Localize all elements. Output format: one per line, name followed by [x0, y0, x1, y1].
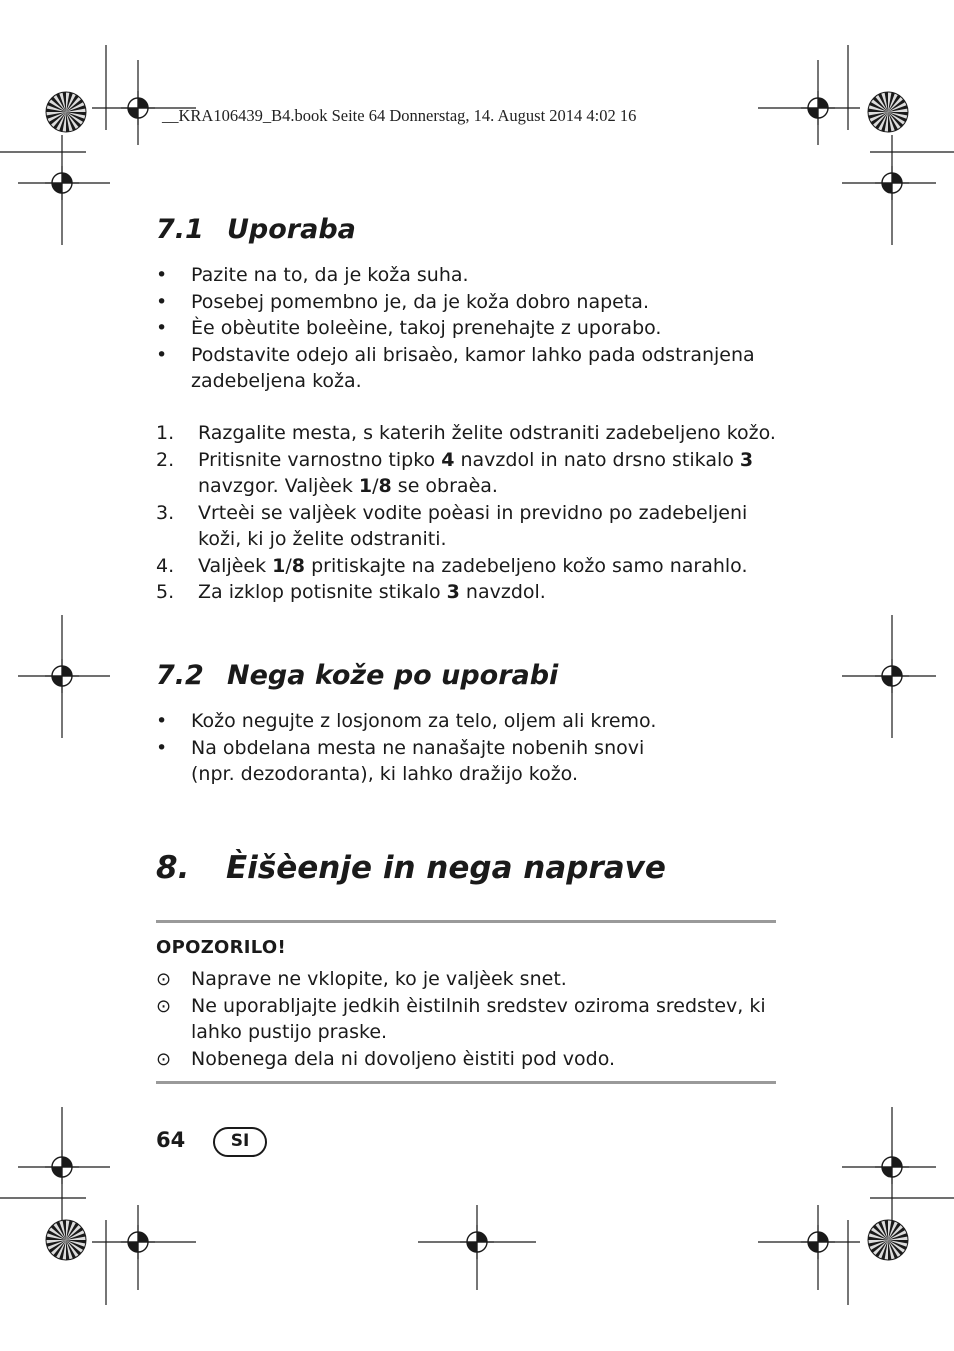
warning-title: OPOZORILO!: [156, 937, 287, 958]
registration-mark-icon: [45, 166, 79, 200]
circled-dot-icon: ⊙: [156, 995, 172, 1017]
circled-dot-icon: ⊙: [156, 1048, 172, 1070]
step-number: 2.: [156, 448, 175, 471]
section-7-1-heading: [156, 214, 356, 245]
registration-mark-icon: [875, 166, 909, 200]
bullet-dot-icon: •: [156, 710, 168, 732]
registration-mark-icon: [875, 1150, 909, 1184]
part-number-ref: 4: [441, 448, 455, 471]
list-item: • Pazite na to, da je koža suha.: [156, 262, 796, 289]
list-item: • Èe obèutite boleèine, takoj prenehajte z uporabo.: [156, 315, 796, 342]
warning-bottom-rule: [156, 1081, 776, 1084]
step-item: [156, 579, 796, 606]
step-number: 3.: [156, 501, 175, 524]
part-number-ref: 8: [378, 475, 392, 497]
warning-top-rule: [156, 920, 776, 923]
usage-steps-list: [156, 420, 796, 606]
part-number-ref: 3: [446, 581, 460, 603]
registration-mark-icon: [875, 659, 909, 693]
color-bar-target-icon: [868, 1220, 908, 1260]
step-text: navzdol.: [459, 581, 546, 603]
step-text: Valjèek: [198, 554, 273, 577]
registration-mark-icon: [801, 1225, 835, 1259]
bullet-dot-icon: •: [156, 317, 168, 339]
list-item: • Posebej pomembno je, da je koža dobro napeta.: [156, 289, 796, 316]
bullet-dot-icon: •: [156, 736, 168, 759]
language-badge: SI: [213, 1127, 267, 1157]
chapter-number: 8.: [156, 850, 190, 886]
list-item: ⊙ Nobenega dela ni dovoljeno èistiti pod vodo.: [156, 1046, 796, 1073]
list-item: ⊙ Naprave ne vklopite, ko je valjèek snet.: [156, 966, 796, 993]
section-number: 7.1: [156, 214, 204, 245]
step-item: [156, 553, 796, 580]
part-number-ref: 1: [272, 554, 286, 577]
step-number: 5.: [156, 581, 175, 603]
color-bar-target-icon: [868, 92, 908, 132]
chapter-title: Èišèenje in nega naprave: [226, 850, 666, 886]
section-title: Uporaba: [227, 214, 356, 245]
step-text: Vrteèi se valjèek vodite poèasi in previdno po zadebeljeni koži, ki jo želite odstraniti.: [198, 501, 748, 550]
step-text: Pritisnite varnostno tipko: [198, 448, 442, 471]
list-item: ⊙ Ne uporabljajte jedkih èistilnih sredstev oziroma sredstev, ki lahko pustijo praske.: [156, 994, 766, 1043]
section-number: 7.2: [156, 660, 204, 691]
book-slug-line: __KRA106439_B4.book Seite 64 Donnerstag, 14. August 2014 4:02 16: [162, 106, 637, 125]
step-text: pritiskajte na zadebeljeno kožo samo narahlo.: [305, 554, 748, 577]
bullet-dot-icon: •: [156, 290, 168, 313]
step-text: se obraèa.: [391, 475, 498, 497]
color-bar-target-icon: [46, 1220, 86, 1260]
part-number-ref: 3: [739, 448, 754, 471]
chapter-8-heading: [156, 850, 666, 886]
step-text: /: [372, 475, 379, 497]
bullet-dot-icon: •: [156, 343, 168, 366]
registration-mark-icon: [460, 1225, 494, 1259]
registration-mark-icon: [45, 1150, 79, 1184]
step-number: 4.: [156, 554, 175, 577]
section-title: Nega kože po uporabi: [227, 660, 559, 691]
list-item: • Kožo negujte z losjonom za telo, oljem ali kremo.: [156, 708, 796, 735]
registration-mark-icon: [121, 91, 155, 125]
list-item: • Na obdelana mesta ne nanašajte nobenih snovi (npr. dezodoranta), ki lahko dražijo kožo.: [156, 736, 645, 785]
step-item: [156, 420, 796, 447]
registration-mark-icon: [801, 91, 835, 125]
section-7-2-heading: [156, 660, 558, 691]
part-number-ref: 1: [358, 475, 373, 497]
circled-dot-icon: ⊙: [156, 969, 172, 990]
step-text: /: [285, 554, 292, 577]
step-text: navzgor. Valjèek: [198, 475, 359, 497]
step-text: Razgalite mesta, s katerih želite odstraniti zadebeljeno kožo.: [198, 422, 776, 444]
page-number: 64: [156, 1128, 186, 1152]
list-item: • Podstavite odejo ali brisaèo, kamor lahko pada odstranjena zadebeljena koža.: [156, 343, 755, 392]
step-text: navzdol in nato drsno stikalo: [454, 448, 740, 471]
care-bullet-list: [156, 708, 796, 788]
step-item: [156, 447, 796, 500]
step-item: [156, 500, 796, 553]
bullet-dot-icon: •: [156, 264, 168, 286]
registration-mark-icon: [45, 659, 79, 693]
color-bar-target-icon: [46, 92, 86, 132]
warning-list: [156, 966, 796, 1072]
part-number-ref: 8: [291, 554, 306, 577]
registration-mark-icon: [121, 1225, 155, 1259]
step-text: Za izklop potisnite stikalo: [198, 581, 447, 603]
usage-bullet-list: [156, 262, 796, 395]
step-number: 1.: [156, 422, 175, 444]
